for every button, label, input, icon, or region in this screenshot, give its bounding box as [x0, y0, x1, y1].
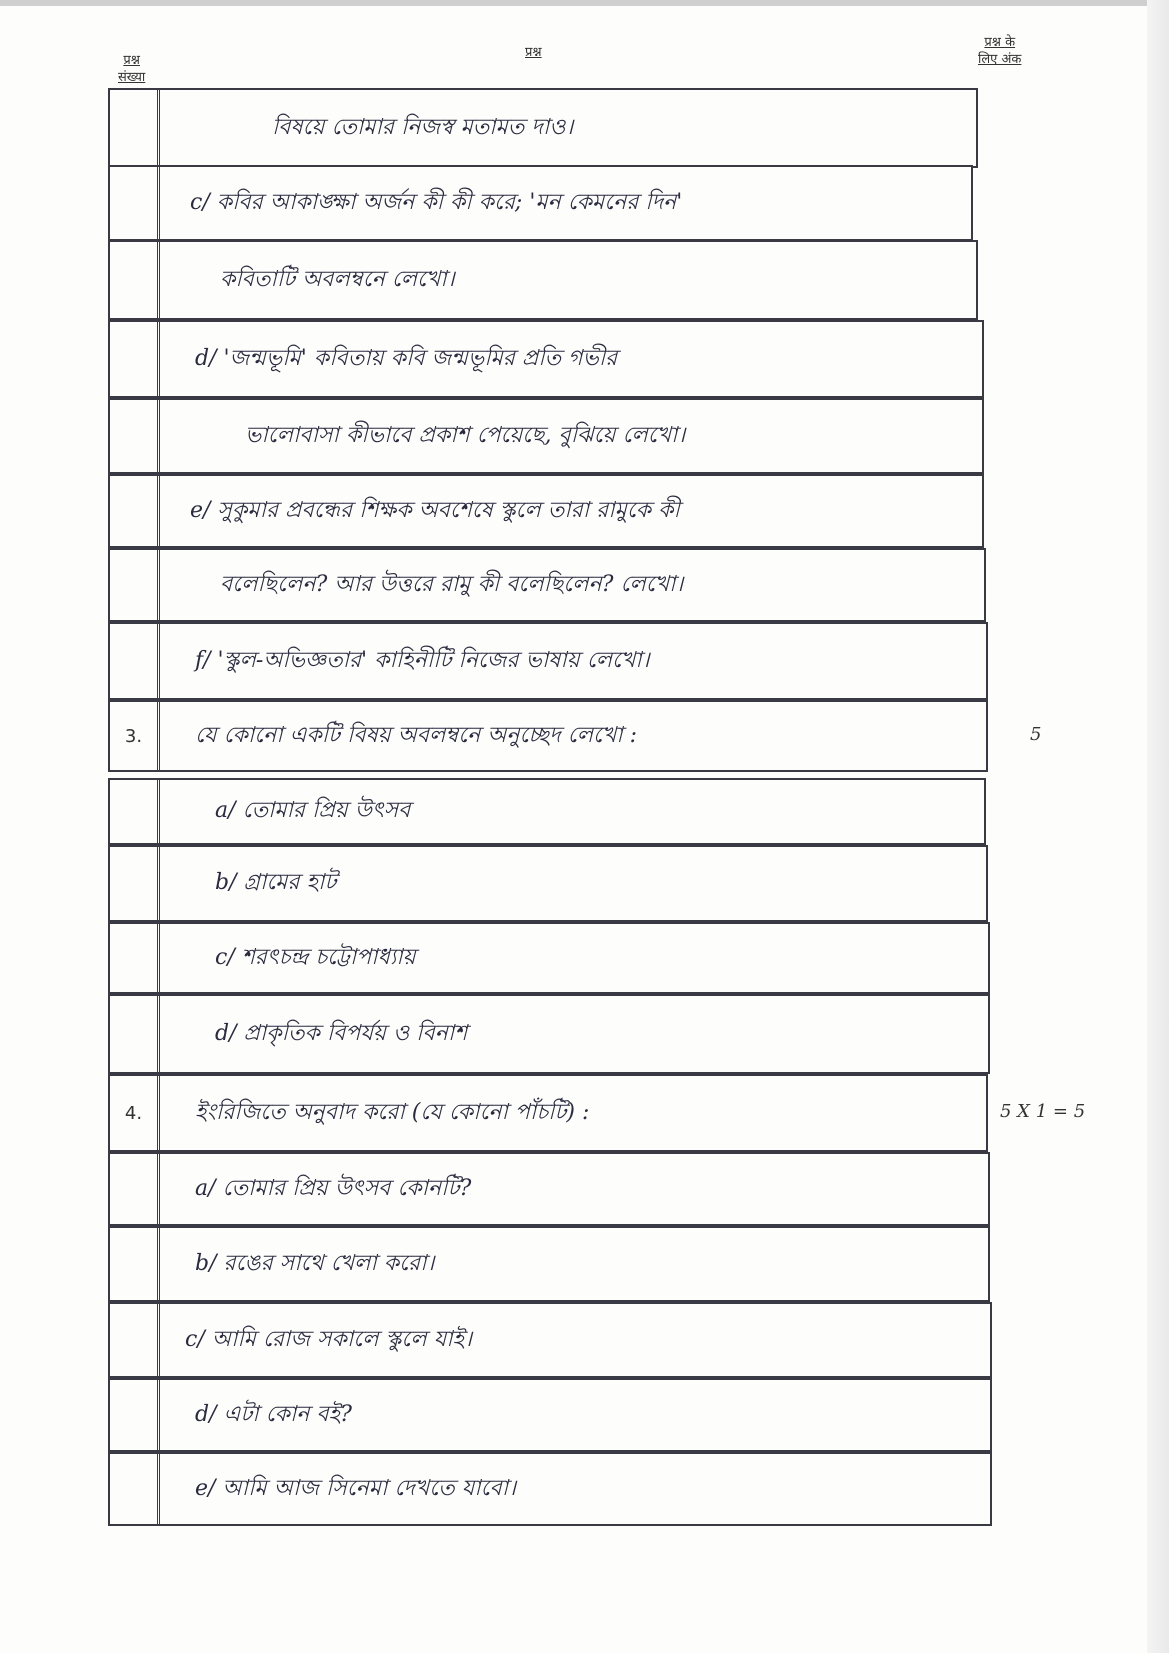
table-row: [108, 1452, 992, 1526]
question-text: a/ তোমার প্রিয় উৎসব কোনটি?: [195, 1175, 472, 1201]
question-text: d/ 'জন্মভূমি' কবিতায় কবি জন্মভূমির প্রতি গভীর: [195, 345, 618, 371]
table-row: [108, 88, 978, 168]
marks-header: [978, 34, 1021, 68]
question-text: ভালোবাসা কীভাবে প্রকাশ পেয়েছে, বুঝিয়ে লেখো।: [245, 422, 686, 448]
table-row: [108, 622, 988, 700]
scan-right-edge: [1147, 0, 1169, 1653]
marks-value: 5: [1030, 724, 1042, 745]
question-number-cell: [110, 400, 160, 472]
question-number-cell: 3.: [110, 702, 160, 770]
table-row: [108, 1152, 990, 1226]
question-number-cell: [110, 924, 160, 992]
table-row: [108, 994, 990, 1074]
table-row: [108, 922, 990, 994]
question-text: f/ 'স্কুল-অভিজ্ঞতার' কাহিনীটি নিজের ভাষায় লেখো।: [195, 647, 650, 673]
table-row: [108, 1378, 992, 1452]
question-text: কবিতাটি অবলম্বনে লেখো।: [220, 266, 455, 292]
question-number-cell: [110, 780, 160, 843]
question-number-cell: [110, 242, 160, 318]
scan-top-edge: [0, 0, 1169, 6]
header-right-line2: लिए अंक: [978, 52, 1022, 67]
header-left-line2: संख्या: [118, 70, 146, 85]
question-text: b/ গ্রামের হাট: [215, 870, 337, 895]
header-right-line1: प्रश्न के: [984, 35, 1016, 50]
question-text: b/ রঙের সাথে খেলা করো।: [195, 1250, 435, 1276]
question-number-cell: [110, 624, 160, 698]
question-number-cell: [110, 1154, 160, 1224]
question-number-cell: [110, 476, 160, 546]
question-number-cell: [110, 1454, 160, 1524]
question-header: प्रश्न: [525, 45, 542, 60]
table-row: [108, 700, 988, 772]
question-text: c/ আমি রোজ সকালে স্কুলে যাই।: [185, 1326, 472, 1352]
question-number-header: [118, 52, 145, 86]
question-number-cell: [110, 322, 160, 396]
header-left-line1: प्रश्न: [123, 53, 140, 68]
question-number-cell: [110, 90, 160, 166]
question-text: a/ তোমার প্রিয় উৎসব: [215, 798, 411, 823]
question-text: d/ প্রাকৃতিক বিপর্যয় ও বিনাশ: [215, 1020, 468, 1046]
question-text: বলেছিলেন? আর উত্তরে রামু কী বলেছিলেন? লেখো।: [220, 571, 684, 597]
question-number-cell: [110, 1380, 160, 1450]
question-text: e/ সুকুমার প্রবন্ধের শিক্ষক অবশেষে স্কুলে তারা রামুকে কী: [190, 497, 680, 523]
table-row: [108, 845, 988, 922]
table-row: [108, 1302, 992, 1378]
table-row: [108, 320, 984, 398]
table-row: [108, 548, 986, 622]
question-text: c/ শরৎচন্দ্র চট্টোপাধ্যায়: [215, 944, 416, 970]
question-number-cell: [110, 550, 160, 620]
question-text: e/ আমি আজ সিনেমা দেখতে যাবো।: [195, 1475, 516, 1501]
question-number-cell: [110, 996, 160, 1072]
table-row: [108, 240, 978, 320]
table-row: [108, 398, 984, 474]
question-number-cell: [110, 847, 160, 920]
question-text: d/ এটা কোন বই?: [195, 1401, 352, 1427]
table-row: [108, 1226, 990, 1302]
question-number-cell: [110, 1228, 160, 1300]
question-text: যে কোনো একটি বিষয় অবলম্বনে অনুচ্ছেদ লেখো :: [195, 722, 638, 748]
question-number-cell: [110, 167, 160, 239]
question-text: ইংরিজিতে অনুবাদ করো (যে কোনো পাঁচটি) :: [195, 1099, 590, 1125]
question-text: c/ কবির আকাঙ্ক্ষা অর্জন কী কী করে; 'মন কেমনের দিন': [190, 189, 683, 215]
question-number-cell: [110, 1304, 160, 1376]
table-row: [108, 165, 973, 241]
table-row: [108, 474, 984, 548]
table-row: [108, 1074, 988, 1152]
marks-value: 5 X 1 = 5: [1000, 1101, 1086, 1122]
question-number-cell: 4.: [110, 1076, 160, 1150]
question-text: বিষয়ে তোমার নিজস্ব মতামত দাও।: [272, 114, 574, 140]
table-row: [108, 778, 986, 845]
